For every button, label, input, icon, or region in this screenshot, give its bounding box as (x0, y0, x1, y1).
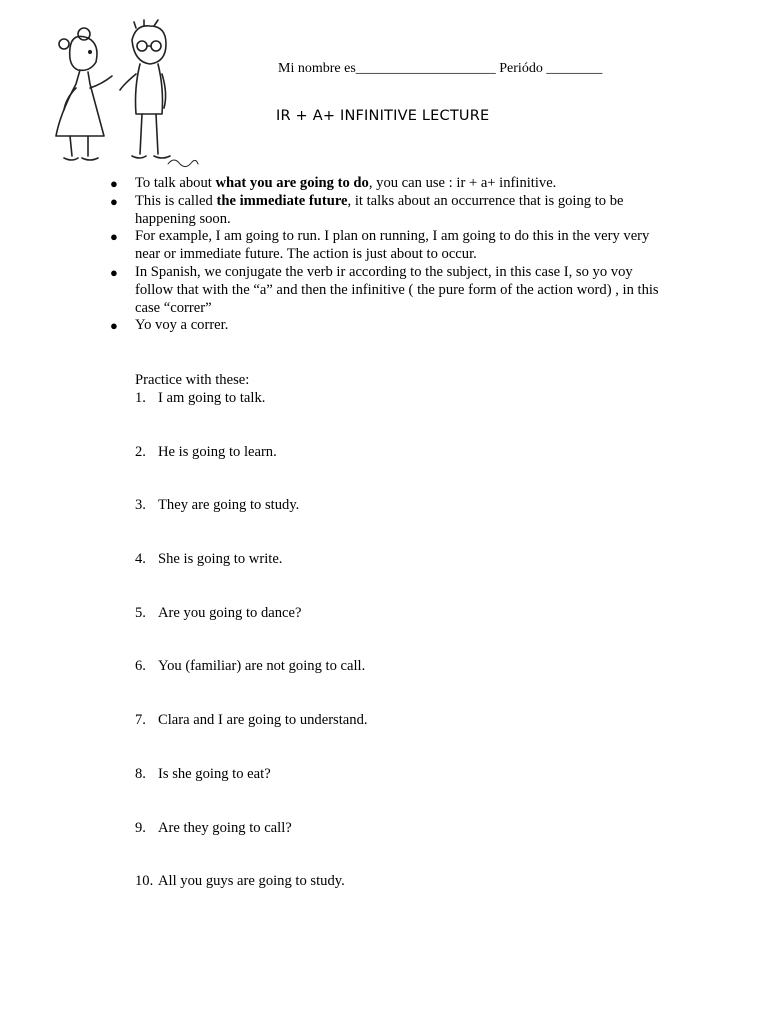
item-text: You (familiar) are not going to call. (158, 658, 366, 675)
practice-item (135, 443, 368, 497)
item-number: 1. (135, 390, 146, 406)
lecture-bullets (109, 175, 669, 335)
item-number: 6. (135, 658, 146, 675)
practice-item (135, 819, 368, 873)
bullet-bold-text: what you are going to do (215, 175, 369, 191)
item-number: 4. (135, 551, 146, 568)
bullet-text: Yo voy a correr. (135, 317, 229, 334)
item-text: Are they going to call? (158, 819, 292, 836)
item-text: Are you going to dance? (158, 604, 302, 621)
two-kids-illustration (50, 18, 200, 174)
practice-item (135, 550, 368, 604)
bullet-text: In Spanish, we conjugate the verb ir according to the subject, in this case I, so yo voy follow that with the “a” and then the infinitive ( the pure form of the action word) , in this case “correr” (135, 263, 659, 316)
name-period-line (278, 61, 602, 77)
list-item (109, 317, 669, 335)
bullet-icon: ● (110, 264, 118, 280)
bullet-bold-text: the immediate future (216, 192, 348, 209)
bullet-text: To talk about (135, 175, 216, 191)
item-text: I am going to talk. (158, 390, 266, 406)
item-number: 2. (135, 443, 146, 460)
list-item (109, 193, 669, 229)
name-blank[interactable]: ____________________ (355, 61, 496, 76)
bullet-icon: ● (110, 318, 118, 334)
item-number: 8. (135, 765, 146, 782)
bullet-icon: ● (110, 229, 118, 245)
item-text: They are going to study. (158, 497, 300, 514)
bullet-text: This is called (135, 192, 217, 209)
item-text: All you guys are going to study. (158, 873, 345, 890)
period-label: Periódo (499, 61, 543, 76)
bullet-text: For example, I am going to run. I plan on running, I am going to do this in the very very near or immediate future. The action is just about to occur. (135, 228, 650, 263)
list-item (109, 175, 669, 193)
bullet-icon: ● (110, 193, 118, 209)
item-number: 9. (135, 819, 146, 836)
item-number: 3. (135, 497, 146, 514)
practice-item (135, 765, 368, 819)
practice-item (135, 657, 368, 711)
page-title: IR + A+ INFINITIVE LECTURE (276, 108, 490, 124)
item-number: 5. (135, 604, 146, 621)
list-item (109, 264, 669, 317)
practice-heading: Practice with these: (135, 372, 250, 388)
practice-item (135, 496, 368, 550)
item-text: She is going to write. (158, 551, 283, 568)
bullet-icon: ● (110, 176, 118, 191)
practice-item (135, 604, 368, 658)
practice-item (135, 711, 368, 765)
bullet-text: , you can use : ir + a+ infinitive. (368, 175, 557, 191)
practice-list (135, 389, 368, 926)
item-text: He is going to learn. (158, 443, 277, 460)
period-blank[interactable]: ________ (546, 61, 603, 76)
name-label: Mi nombre es (278, 61, 356, 76)
practice-item (135, 389, 368, 443)
list-item (109, 228, 669, 264)
item-text: Clara and I are going to understand. (158, 712, 368, 729)
item-number: 10. (135, 873, 154, 890)
bullet-text: , it talks about an occurrence that is going to be happening soon. (135, 192, 624, 227)
item-text: Is she going to eat? (158, 765, 271, 782)
practice-item (135, 872, 368, 926)
item-number: 7. (135, 712, 146, 729)
